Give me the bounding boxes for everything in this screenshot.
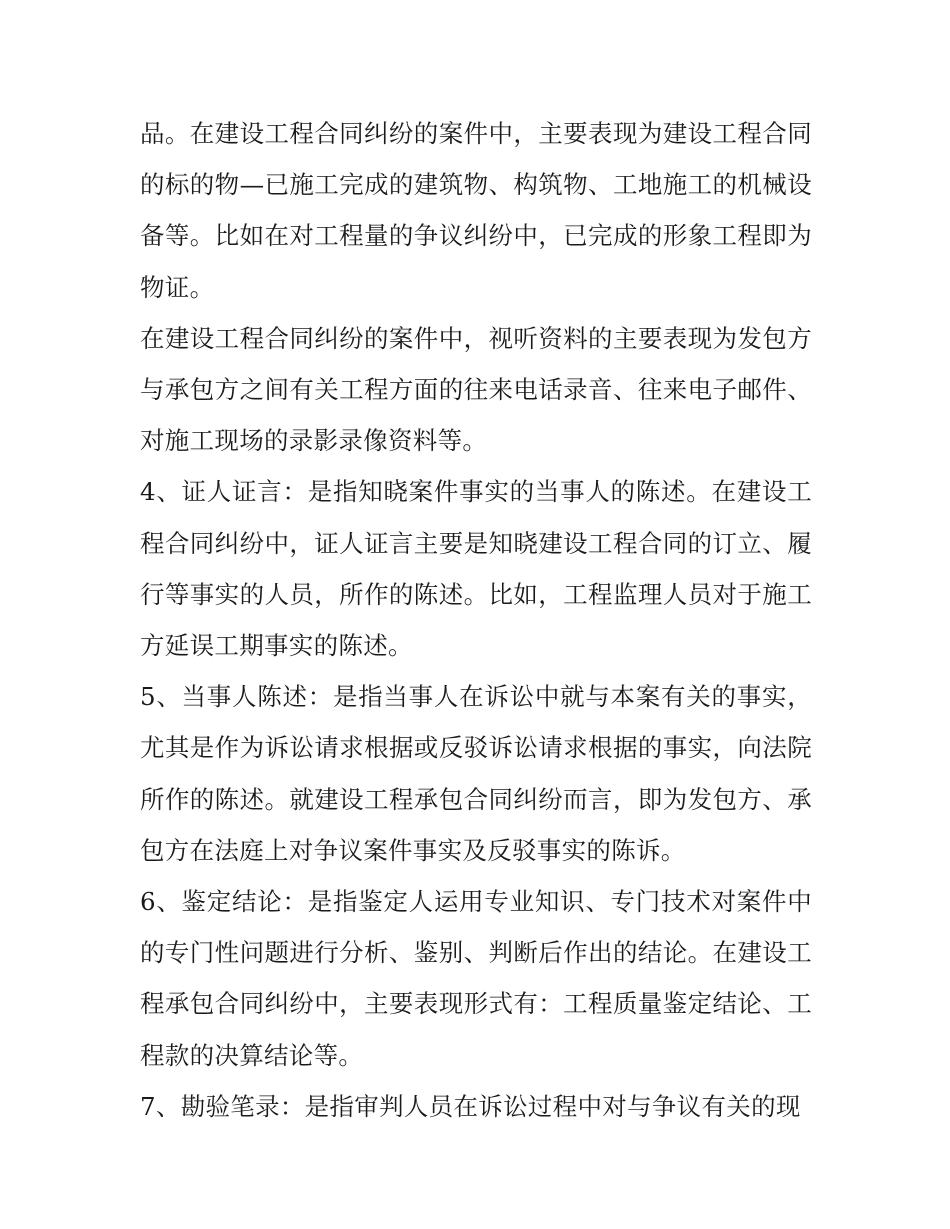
paragraph-party-statement: 5、当事人陈述：是指当事人在诉讼中就与本案有关的事实，尤其是作为诉讼请求根据或反驳诉讼请求根据的事实，向法院所作的陈述。就建设工程承包合同纠纷而言，即为发包方、承包方在法庭上对争议案件事实及反驳事实的陈诉。 (140, 682, 812, 865)
paragraph-physical-evidence: 品。在建设工程合同纠纷的案件中，主要表现为建设工程合同的标的物—已施工完成的建筑物、构筑物、工地施工的机械设备等。比如在对工程量的争议纠纷中，已完成的形象工程即为物证。 (140, 119, 812, 302)
paragraph-witness-testimony: 4、证人证言：是指知晓案件事实的当事人的陈述。在建设工程合同纠纷中，证人证言主要是知晓建设工程合同的订立、履行等事实的人员，所作的陈述。比如，工程监理人员对于施工方延误工期事实的陈述。 (140, 477, 812, 661)
paragraph-audiovisual-materials: 在建设工程合同纠纷的案件中，视听资料的主要表现为发包方与承包方之间有关工程方面的往来电话录音、往来电子邮件、对施工现场的录影录像资料等。 (140, 323, 812, 456)
paragraph-appraisal-conclusion: 6、鉴定结论：是指鉴定人运用专业知识、专门技术对案件中的专门性问题进行分析、鉴别、判断后作出的结论。在建设工程承包合同纠纷中，主要表现形式有：工程质量鉴定结论、工程款的决算结论等。 (140, 887, 812, 1070)
paragraph-inspection-record: 7、勘验笔录：是指审判人员在诉讼过程中对与争议有关的现 (140, 1091, 801, 1121)
document-body (140, 108, 812, 1132)
